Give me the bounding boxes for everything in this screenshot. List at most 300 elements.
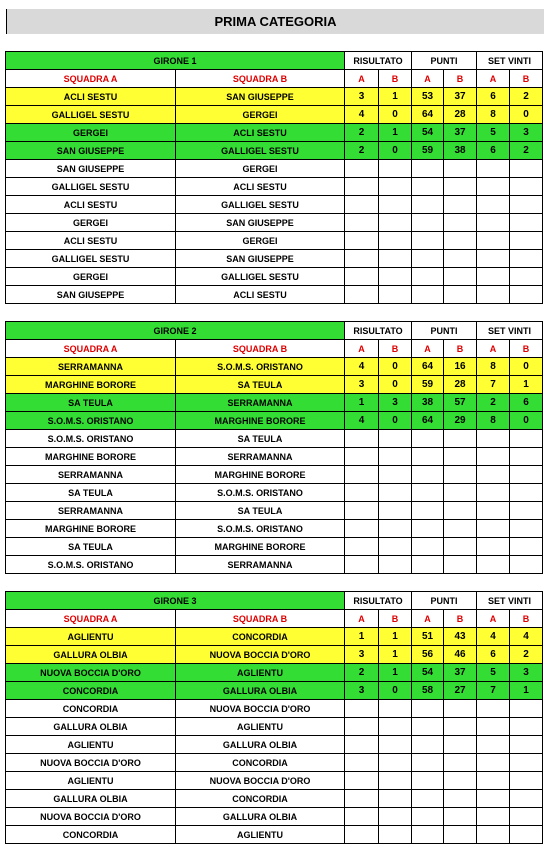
squadra-b-cell: NUOVA BOCCIA D'ORO bbox=[176, 646, 345, 664]
risultato-b-cell[interactable] bbox=[379, 160, 412, 178]
punti-a-cell[interactable] bbox=[412, 430, 444, 448]
set-b-cell[interactable]: 1 bbox=[510, 682, 543, 700]
set-a-cell[interactable] bbox=[477, 736, 510, 754]
col-a-header: A bbox=[412, 610, 444, 628]
squadra-a-header: SQUADRA A bbox=[6, 340, 176, 358]
risultato-header: RISULTATO bbox=[345, 52, 412, 70]
girone-name: GIRONE 1 bbox=[6, 52, 345, 70]
punti-b-cell[interactable] bbox=[444, 286, 477, 304]
squadra-b-cell: S.O.M.S. ORISTANO bbox=[176, 520, 345, 538]
punti-b-cell[interactable] bbox=[444, 160, 477, 178]
risultato-a-cell[interactable] bbox=[345, 790, 379, 808]
risultato-a-cell[interactable] bbox=[345, 556, 379, 574]
risultato-a-cell[interactable] bbox=[345, 196, 379, 214]
risultato-b-cell[interactable]: 0 bbox=[379, 358, 412, 376]
girone-header-row bbox=[6, 322, 543, 340]
col-b-header: B bbox=[510, 70, 543, 88]
risultato-a-cell[interactable] bbox=[345, 718, 379, 736]
punti-a-cell[interactable] bbox=[412, 160, 444, 178]
punti-a-cell[interactable]: 64 bbox=[412, 412, 444, 430]
match-row bbox=[6, 628, 543, 646]
punti-a-cell[interactable]: 54 bbox=[412, 124, 444, 142]
punti-b-cell[interactable] bbox=[444, 808, 477, 826]
set-b-cell[interactable]: 0 bbox=[510, 106, 543, 124]
risultato-b-cell[interactable] bbox=[379, 286, 412, 304]
risultato-b-cell[interactable]: 0 bbox=[379, 142, 412, 160]
risultato-a-cell[interactable] bbox=[345, 520, 379, 538]
punti-b-cell[interactable]: 28 bbox=[444, 106, 477, 124]
punti-b-cell[interactable]: 29 bbox=[444, 412, 477, 430]
set-b-cell[interactable] bbox=[510, 178, 543, 196]
set-a-cell[interactable] bbox=[477, 502, 510, 520]
risultato-b-cell[interactable] bbox=[379, 196, 412, 214]
match-row bbox=[6, 646, 543, 664]
risultato-b-cell[interactable] bbox=[379, 700, 412, 718]
punti-a-cell[interactable] bbox=[412, 718, 444, 736]
squadra-a-cell: GALLURA OLBIA bbox=[6, 646, 176, 664]
squadra-b-header: SQUADRA B bbox=[176, 340, 345, 358]
punti-a-cell[interactable] bbox=[412, 556, 444, 574]
punti-a-cell[interactable]: 58 bbox=[412, 682, 444, 700]
match-row bbox=[6, 754, 543, 772]
punti-b-cell[interactable] bbox=[444, 250, 477, 268]
risultato-a-cell[interactable]: 1 bbox=[345, 628, 379, 646]
set-b-cell[interactable] bbox=[510, 268, 543, 286]
set-b-cell[interactable]: 0 bbox=[510, 412, 543, 430]
set-a-cell[interactable]: 8 bbox=[477, 106, 510, 124]
squadra-a-cell: GALLIGEL SESTU bbox=[6, 250, 176, 268]
set-b-cell[interactable] bbox=[510, 196, 543, 214]
punti-a-cell[interactable] bbox=[412, 196, 444, 214]
set-a-cell[interactable]: 6 bbox=[477, 646, 510, 664]
punti-b-cell[interactable]: 28 bbox=[444, 376, 477, 394]
punti-a-cell[interactable]: 64 bbox=[412, 358, 444, 376]
punti-b-cell[interactable] bbox=[444, 178, 477, 196]
set-a-cell[interactable]: 7 bbox=[477, 376, 510, 394]
match-row bbox=[6, 772, 543, 790]
squadra-a-cell: S.O.M.S. ORISTANO bbox=[6, 430, 176, 448]
risultato-a-cell[interactable]: 3 bbox=[345, 682, 379, 700]
punti-a-cell[interactable]: 59 bbox=[412, 376, 444, 394]
set-b-cell[interactable] bbox=[510, 502, 543, 520]
squadra-a-cell: SAN GIUSEPPE bbox=[6, 160, 176, 178]
risultato-b-cell[interactable]: 3 bbox=[379, 394, 412, 412]
risultato-b-cell[interactable]: 0 bbox=[379, 682, 412, 700]
risultato-a-cell[interactable] bbox=[345, 484, 379, 502]
squadra-b-cell: CONCORDIA bbox=[176, 754, 345, 772]
squadra-a-cell: GALLIGEL SESTU bbox=[6, 178, 176, 196]
squadra-b-cell: ACLI SESTU bbox=[176, 124, 345, 142]
risultato-a-cell[interactable]: 1 bbox=[345, 394, 379, 412]
set-a-cell[interactable] bbox=[477, 268, 510, 286]
risultato-b-cell[interactable]: 1 bbox=[379, 124, 412, 142]
column-header-row bbox=[6, 610, 543, 628]
set-a-cell[interactable] bbox=[477, 520, 510, 538]
risultato-b-cell[interactable]: 0 bbox=[379, 106, 412, 124]
match-row bbox=[6, 142, 543, 160]
set-b-cell[interactable]: 0 bbox=[510, 358, 543, 376]
risultato-header: RISULTATO bbox=[345, 322, 412, 340]
set-b-cell[interactable]: 1 bbox=[510, 376, 543, 394]
set-b-cell[interactable] bbox=[510, 232, 543, 250]
set-a-cell[interactable]: 8 bbox=[477, 358, 510, 376]
risultato-a-cell[interactable]: 2 bbox=[345, 142, 379, 160]
risultato-b-cell[interactable]: 0 bbox=[379, 412, 412, 430]
set-b-cell[interactable] bbox=[510, 556, 543, 574]
set-b-cell[interactable] bbox=[510, 448, 543, 466]
punti-a-cell[interactable] bbox=[412, 250, 444, 268]
risultato-b-cell[interactable] bbox=[379, 430, 412, 448]
set-b-cell[interactable]: 3 bbox=[510, 124, 543, 142]
punti-b-cell[interactable]: 27 bbox=[444, 682, 477, 700]
match-row bbox=[6, 358, 543, 376]
squadra-b-cell: S.O.M.S. ORISTANO bbox=[176, 358, 345, 376]
punti-b-cell[interactable] bbox=[444, 196, 477, 214]
page-title: PRIMA CATEGORIA bbox=[6, 9, 544, 34]
punti-a-cell[interactable] bbox=[412, 286, 444, 304]
punti-a-cell[interactable]: 54 bbox=[412, 664, 444, 682]
punti-a-cell[interactable] bbox=[412, 700, 444, 718]
risultato-a-cell[interactable]: 3 bbox=[345, 646, 379, 664]
set-a-cell[interactable] bbox=[477, 538, 510, 556]
set-a-cell[interactable] bbox=[477, 556, 510, 574]
set-b-cell[interactable] bbox=[510, 520, 543, 538]
risultato-a-cell[interactable] bbox=[345, 448, 379, 466]
squadra-b-cell: S.O.M.S. ORISTANO bbox=[176, 484, 345, 502]
punti-a-cell[interactable] bbox=[412, 466, 444, 484]
punti-a-cell[interactable] bbox=[412, 448, 444, 466]
match-row bbox=[6, 286, 543, 304]
set-a-cell[interactable] bbox=[477, 250, 510, 268]
punti-b-cell[interactable] bbox=[444, 790, 477, 808]
girone-header-row bbox=[6, 52, 543, 70]
match-row bbox=[6, 268, 543, 286]
punti-a-cell[interactable] bbox=[412, 736, 444, 754]
punti-b-cell[interactable] bbox=[444, 430, 477, 448]
punti-b-cell[interactable]: 43 bbox=[444, 628, 477, 646]
set-a-cell[interactable] bbox=[477, 700, 510, 718]
punti-b-cell[interactable] bbox=[444, 502, 477, 520]
set-b-cell[interactable] bbox=[510, 826, 543, 844]
punti-a-cell[interactable] bbox=[412, 808, 444, 826]
set-a-cell[interactable] bbox=[477, 178, 510, 196]
risultato-b-cell[interactable] bbox=[379, 250, 412, 268]
match-row bbox=[6, 556, 543, 574]
set-a-cell[interactable]: 7 bbox=[477, 682, 510, 700]
match-row bbox=[6, 700, 543, 718]
match-row bbox=[6, 484, 543, 502]
set-b-cell[interactable] bbox=[510, 484, 543, 502]
match-row bbox=[6, 250, 543, 268]
punti-a-cell[interactable] bbox=[412, 826, 444, 844]
set-b-cell[interactable] bbox=[510, 736, 543, 754]
girone-header-row bbox=[6, 592, 543, 610]
punti-a-cell[interactable]: 56 bbox=[412, 646, 444, 664]
set-a-cell[interactable]: 4 bbox=[477, 628, 510, 646]
set-b-cell[interactable] bbox=[510, 718, 543, 736]
punti-a-cell[interactable]: 38 bbox=[412, 394, 444, 412]
squadra-a-cell: AGLIENTU bbox=[6, 772, 176, 790]
punti-a-cell[interactable]: 64 bbox=[412, 106, 444, 124]
risultato-a-cell[interactable] bbox=[345, 430, 379, 448]
punti-a-cell[interactable] bbox=[412, 484, 444, 502]
punti-b-cell[interactable] bbox=[444, 700, 477, 718]
risultato-a-cell[interactable] bbox=[345, 808, 379, 826]
squadra-b-cell: GERGEI bbox=[176, 106, 345, 124]
set-b-cell[interactable]: 3 bbox=[510, 664, 543, 682]
set-b-cell[interactable]: 4 bbox=[510, 628, 543, 646]
risultato-a-cell[interactable] bbox=[345, 772, 379, 790]
punti-a-cell[interactable] bbox=[412, 268, 444, 286]
risultato-b-cell[interactable] bbox=[379, 466, 412, 484]
risultato-a-cell[interactable] bbox=[345, 826, 379, 844]
col-b-header: B bbox=[444, 610, 477, 628]
risultato-a-cell[interactable] bbox=[345, 700, 379, 718]
col-a-header: A bbox=[477, 70, 510, 88]
risultato-a-cell[interactable]: 4 bbox=[345, 358, 379, 376]
punti-b-cell[interactable] bbox=[444, 736, 477, 754]
set-b-cell[interactable]: 2 bbox=[510, 88, 543, 106]
punti-b-cell[interactable] bbox=[444, 448, 477, 466]
set-a-cell[interactable] bbox=[477, 484, 510, 502]
risultato-a-cell[interactable]: 3 bbox=[345, 88, 379, 106]
match-row bbox=[6, 232, 543, 250]
risultato-b-cell[interactable]: 0 bbox=[379, 376, 412, 394]
punti-b-cell[interactable] bbox=[444, 214, 477, 232]
risultato-b-cell[interactable] bbox=[379, 826, 412, 844]
set-b-cell[interactable]: 2 bbox=[510, 142, 543, 160]
squadra-a-cell: AGLIENTU bbox=[6, 628, 176, 646]
set-a-cell[interactable] bbox=[477, 214, 510, 232]
set-b-cell[interactable] bbox=[510, 700, 543, 718]
punti-b-cell[interactable] bbox=[444, 466, 477, 484]
punti-b-cell[interactable]: 57 bbox=[444, 394, 477, 412]
squadra-a-cell: S.O.M.S. ORISTANO bbox=[6, 556, 176, 574]
set-a-cell[interactable]: 6 bbox=[477, 142, 510, 160]
match-row bbox=[6, 502, 543, 520]
match-row bbox=[6, 790, 543, 808]
squadra-a-cell: ACLI SESTU bbox=[6, 232, 176, 250]
punti-a-cell[interactable] bbox=[412, 178, 444, 196]
punti-a-cell[interactable] bbox=[412, 538, 444, 556]
risultato-a-cell[interactable]: 2 bbox=[345, 664, 379, 682]
squadra-a-cell: GALLURA OLBIA bbox=[6, 790, 176, 808]
set-b-cell[interactable] bbox=[510, 160, 543, 178]
set-b-cell[interactable] bbox=[510, 772, 543, 790]
risultato-a-cell[interactable] bbox=[345, 160, 379, 178]
risultato-b-cell[interactable] bbox=[379, 790, 412, 808]
match-row bbox=[6, 538, 543, 556]
risultato-b-cell[interactable] bbox=[379, 268, 412, 286]
squadra-b-cell: GALLIGEL SESTU bbox=[176, 142, 345, 160]
risultato-a-cell[interactable] bbox=[345, 736, 379, 754]
set-a-cell[interactable] bbox=[477, 448, 510, 466]
set-b-cell[interactable] bbox=[510, 790, 543, 808]
squadra-b-cell: SERRAMANNA bbox=[176, 556, 345, 574]
col-b-header: B bbox=[444, 70, 477, 88]
set-b-cell[interactable] bbox=[510, 430, 543, 448]
set-a-cell[interactable]: 2 bbox=[477, 394, 510, 412]
set-b-cell[interactable] bbox=[510, 466, 543, 484]
risultato-b-cell[interactable]: 1 bbox=[379, 88, 412, 106]
squadra-b-cell: SAN GIUSEPPE bbox=[176, 88, 345, 106]
match-row bbox=[6, 106, 543, 124]
punti-b-cell[interactable] bbox=[444, 538, 477, 556]
risultato-b-cell[interactable]: 1 bbox=[379, 646, 412, 664]
risultato-a-cell[interactable] bbox=[345, 466, 379, 484]
risultato-b-cell[interactable] bbox=[379, 502, 412, 520]
risultato-a-cell[interactable] bbox=[345, 754, 379, 772]
set-b-cell[interactable] bbox=[510, 808, 543, 826]
squadra-b-cell: SERRAMANNA bbox=[176, 448, 345, 466]
squadra-a-cell: CONCORDIA bbox=[6, 826, 176, 844]
risultato-b-cell[interactable] bbox=[379, 520, 412, 538]
set-a-cell[interactable]: 5 bbox=[477, 664, 510, 682]
squadra-b-cell: NUOVA BOCCIA D'ORO bbox=[176, 700, 345, 718]
set-a-cell[interactable] bbox=[477, 826, 510, 844]
punti-b-cell[interactable] bbox=[444, 772, 477, 790]
risultato-a-cell[interactable]: 4 bbox=[345, 106, 379, 124]
punti-b-cell[interactable] bbox=[444, 484, 477, 502]
punti-a-cell[interactable] bbox=[412, 214, 444, 232]
squadra-a-cell: GERGEI bbox=[6, 268, 176, 286]
risultato-b-cell[interactable] bbox=[379, 772, 412, 790]
punti-b-cell[interactable] bbox=[444, 718, 477, 736]
risultato-a-cell[interactable] bbox=[345, 502, 379, 520]
set-a-cell[interactable] bbox=[477, 790, 510, 808]
match-row bbox=[6, 826, 543, 844]
set-a-cell[interactable] bbox=[477, 196, 510, 214]
set-a-cell[interactable]: 6 bbox=[477, 88, 510, 106]
set-a-cell[interactable] bbox=[477, 466, 510, 484]
punti-b-cell[interactable] bbox=[444, 826, 477, 844]
risultato-b-cell[interactable]: 1 bbox=[379, 664, 412, 682]
set-a-cell[interactable] bbox=[477, 286, 510, 304]
squadra-a-cell: GERGEI bbox=[6, 124, 176, 142]
punti-a-cell[interactable] bbox=[412, 502, 444, 520]
punti-a-cell[interactable] bbox=[412, 754, 444, 772]
set-b-cell[interactable] bbox=[510, 754, 543, 772]
set-b-cell[interactable]: 2 bbox=[510, 646, 543, 664]
squadra-a-cell: MARGHINE BORORE bbox=[6, 448, 176, 466]
match-row bbox=[6, 214, 543, 232]
squadra-a-cell: ACLI SESTU bbox=[6, 196, 176, 214]
punti-b-cell[interactable] bbox=[444, 520, 477, 538]
punti-a-cell[interactable] bbox=[412, 232, 444, 250]
punti-a-cell[interactable] bbox=[412, 520, 444, 538]
risultato-a-cell[interactable] bbox=[345, 268, 379, 286]
set-b-cell[interactable]: 6 bbox=[510, 394, 543, 412]
squadra-a-cell: GALLIGEL SESTU bbox=[6, 106, 176, 124]
risultato-b-cell[interactable] bbox=[379, 448, 412, 466]
risultato-a-cell[interactable]: 3 bbox=[345, 376, 379, 394]
set-b-cell[interactable] bbox=[510, 250, 543, 268]
punti-a-cell[interactable] bbox=[412, 790, 444, 808]
squadra-a-cell: NUOVA BOCCIA D'ORO bbox=[6, 754, 176, 772]
match-row bbox=[6, 412, 543, 430]
squadra-b-cell: ACLI SESTU bbox=[176, 178, 345, 196]
punti-b-cell[interactable]: 46 bbox=[444, 646, 477, 664]
risultato-a-cell[interactable] bbox=[345, 232, 379, 250]
risultato-a-cell[interactable] bbox=[345, 538, 379, 556]
squadra-a-cell: MARGHINE BORORE bbox=[6, 520, 176, 538]
punti-b-cell[interactable] bbox=[444, 232, 477, 250]
squadra-a-cell: SA TEULA bbox=[6, 394, 176, 412]
risultato-a-cell[interactable]: 4 bbox=[345, 412, 379, 430]
punti-b-cell[interactable] bbox=[444, 754, 477, 772]
punti-a-cell[interactable]: 59 bbox=[412, 142, 444, 160]
punti-b-cell[interactable]: 38 bbox=[444, 142, 477, 160]
risultato-b-cell[interactable] bbox=[379, 718, 412, 736]
set-vinti-header: SET VINTI bbox=[477, 52, 543, 70]
punti-b-cell[interactable] bbox=[444, 556, 477, 574]
risultato-b-cell[interactable] bbox=[379, 214, 412, 232]
risultato-b-cell[interactable] bbox=[379, 538, 412, 556]
risultato-b-cell[interactable] bbox=[379, 232, 412, 250]
col-b-header: B bbox=[510, 340, 543, 358]
girone-table-2 bbox=[5, 321, 543, 574]
risultato-a-cell[interactable] bbox=[345, 214, 379, 232]
match-row bbox=[6, 196, 543, 214]
set-a-cell[interactable]: 8 bbox=[477, 412, 510, 430]
squadra-a-cell: NUOVA BOCCIA D'ORO bbox=[6, 808, 176, 826]
set-a-cell[interactable] bbox=[477, 808, 510, 826]
set-a-cell[interactable]: 5 bbox=[477, 124, 510, 142]
risultato-a-cell[interactable] bbox=[345, 178, 379, 196]
risultato-b-cell[interactable] bbox=[379, 754, 412, 772]
punti-a-cell[interactable]: 53 bbox=[412, 88, 444, 106]
punti-a-cell[interactable] bbox=[412, 772, 444, 790]
risultato-b-cell[interactable] bbox=[379, 556, 412, 574]
squadra-a-cell: SA TEULA bbox=[6, 484, 176, 502]
punti-b-cell[interactable]: 16 bbox=[444, 358, 477, 376]
punti-b-cell[interactable]: 37 bbox=[444, 88, 477, 106]
risultato-b-cell[interactable] bbox=[379, 484, 412, 502]
risultato-a-cell[interactable] bbox=[345, 286, 379, 304]
risultato-a-cell[interactable] bbox=[345, 250, 379, 268]
risultato-header: RISULTATO bbox=[345, 592, 412, 610]
risultato-b-cell[interactable] bbox=[379, 736, 412, 754]
punti-b-cell[interactable] bbox=[444, 268, 477, 286]
set-b-cell[interactable] bbox=[510, 538, 543, 556]
girone-table-1 bbox=[5, 51, 543, 304]
squadra-b-cell: GALLURA OLBIA bbox=[176, 682, 345, 700]
squadra-b-cell: MARGHINE BORORE bbox=[176, 466, 345, 484]
punti-b-cell[interactable]: 37 bbox=[444, 664, 477, 682]
set-a-cell[interactable] bbox=[477, 754, 510, 772]
squadra-b-header: SQUADRA B bbox=[176, 70, 345, 88]
set-a-cell[interactable] bbox=[477, 232, 510, 250]
set-a-cell[interactable] bbox=[477, 430, 510, 448]
set-a-cell[interactable] bbox=[477, 772, 510, 790]
set-a-cell[interactable] bbox=[477, 160, 510, 178]
squadra-b-cell: GERGEI bbox=[176, 160, 345, 178]
risultato-b-cell[interactable]: 1 bbox=[379, 628, 412, 646]
risultato-b-cell[interactable] bbox=[379, 178, 412, 196]
squadra-b-cell: CONCORDIA bbox=[176, 790, 345, 808]
squadra-b-cell: GERGEI bbox=[176, 232, 345, 250]
punti-b-cell[interactable]: 37 bbox=[444, 124, 477, 142]
risultato-a-cell[interactable]: 2 bbox=[345, 124, 379, 142]
set-b-cell[interactable] bbox=[510, 214, 543, 232]
risultato-b-cell[interactable] bbox=[379, 808, 412, 826]
punti-a-cell[interactable]: 51 bbox=[412, 628, 444, 646]
col-a-header: A bbox=[345, 340, 379, 358]
squadra-b-cell: ACLI SESTU bbox=[176, 286, 345, 304]
set-a-cell[interactable] bbox=[477, 718, 510, 736]
set-b-cell[interactable] bbox=[510, 286, 543, 304]
squadra-b-cell: GALLURA OLBIA bbox=[176, 736, 345, 754]
